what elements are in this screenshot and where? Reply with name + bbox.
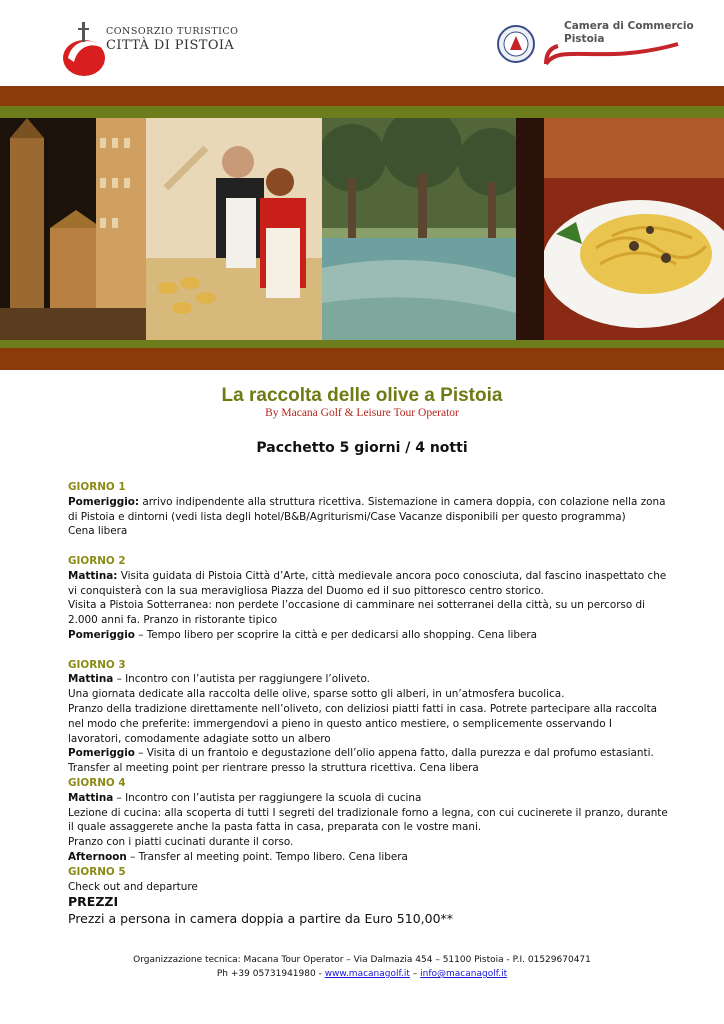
- day-3-morning-label: Mattina: [68, 673, 114, 686]
- page-header: [0, 0, 724, 85]
- day-3-lunch: Pranzo della tradizione direttamente nell’oliveto, con deliziosi piatti fatti in casa. Potrete partecipare alla raccolta nel modo che preferite: immergendovi a pieno in questo antico mestiere, o semplicemente osservando I lavoratori, comodamente adagiate sotto un albero: [68, 702, 658, 745]
- red-swirl-logo-icon: [62, 18, 106, 78]
- footer-phone: Ph +39 05731941980 -: [216, 969, 325, 979]
- prices-heading: PREZZI: [68, 894, 119, 910]
- day-2-morning-text: Visita guidata di Pistoia Città d’Arte, città medievale ancora poco conosciuta, dal fascino inaspettato che vi conquisterà con la sua meravigliosa Piazza del Duomo ed il suo pittoresco centro storico.: [68, 569, 667, 597]
- day-4-afternoon-label: Afternoon: [68, 850, 127, 863]
- day-3-afternoon: [68, 746, 668, 761]
- footer-organization: Organizzazione tecnica: Macana Tour Operator – Via Dalmazia 454 – 51100 Pistoia - P.I. 01529670471: [133, 955, 591, 965]
- page-subtitle: By Macana Golf & Leisure Tour Operator: [265, 407, 459, 419]
- day-1-dinner: Cena libera: [68, 525, 128, 538]
- top-green-band: [0, 106, 724, 118]
- day-4-morning-label: Mattina: [68, 791, 114, 804]
- day-1-afternoon: [68, 495, 668, 525]
- day-4-label: GIORNO 4: [68, 776, 126, 789]
- day-2-label: GIORNO 2: [68, 554, 126, 567]
- day-4-afternoon-text: – Transfer al meeting point. Tempo libero. Cena libera: [126, 850, 408, 863]
- day-4-afternoon: [68, 850, 668, 865]
- footer-separator: –: [409, 969, 421, 979]
- page-footer: [0, 953, 724, 981]
- photo-strip: [0, 118, 724, 340]
- camera-commercio-logo: [496, 16, 694, 72]
- footer-contacts: [0, 967, 724, 981]
- day-3-afternoon-label: Pomeriggio: [68, 747, 135, 760]
- day-4-morning-text: – Incontro con l’autista per raggiungere la scuola di cucina: [113, 791, 422, 804]
- day-1-label: GIORNO 1: [68, 481, 126, 493]
- red-swoosh-icon: [540, 34, 686, 70]
- day-5-label: GIORNO 5: [68, 865, 126, 878]
- day-1-afternoon-text: arrivo indipendente alla struttura ricettiva. Sistemazione in camera doppia, con colazione nella zona di Pistoia e dintorni (vedi lista degli hotel/B&B/Agriturismi/Case Vacanze disponibili per questo programma): [68, 495, 666, 523]
- logo-left-line1: CONSORZIO TURISTICO: [106, 26, 239, 37]
- day-4-lesson: Lezione di cucina: alla scoperta di tutti I segreti del tradizionale forno a legna, con cui cucinerete il pranzo, durante il quale assaggerete anche la pasta fatta in casa, preparata con le vostre mani.: [68, 806, 668, 834]
- page-title: La raccolta delle olive a Pistoia: [221, 385, 503, 406]
- day-4-lunch: Pranzo con i piatti cucinati durante il corso.: [68, 836, 294, 849]
- day-3-label: GIORNO 3: [68, 658, 126, 671]
- day-4-morning: [68, 791, 668, 806]
- chamber-seal-icon: [496, 24, 536, 64]
- prices-text: Prezzi a persona in camera doppia a partire da Euro 510,00**: [68, 911, 454, 927]
- day-2-morning-label: Mattina:: [68, 569, 118, 582]
- photo-olive-grove: [322, 118, 516, 340]
- day-2-afternoon-text: – Tempo libero per scoprire la città e per dedicarsi allo shopping. Cena libera: [134, 628, 538, 641]
- logo-left-line2: CITTÀ DI PISTOIA: [106, 38, 235, 53]
- bottom-brown-band: [0, 348, 724, 370]
- consorzio-logo: [62, 12, 239, 76]
- day-3-morning: [68, 672, 668, 687]
- bottom-green-band: [0, 340, 724, 348]
- itinerary: [68, 480, 668, 928]
- day-3-afternoon-text: – Visita di un frantoio e degustazione dell’olio appena fatto, dalla purezza e dal profumo estasianti.: [134, 747, 654, 760]
- photo-cathedral-night: [0, 118, 146, 340]
- package-heading: Pacchetto 5 giorni / 4 notti: [256, 440, 468, 456]
- day-2-afternoon-label: Pomeriggio: [68, 628, 135, 641]
- photo-pasta-dish: [516, 118, 724, 340]
- logo-right-line1: Camera di Commercio: [564, 20, 694, 32]
- day-5-checkout: Check out and departure: [68, 880, 198, 893]
- day-3-harvest: Una giornata dedicate alla raccolta delle olive, sparse sotto gli alberi, in un’atmosfera bucolica.: [68, 688, 565, 701]
- top-brown-band: [0, 86, 724, 106]
- day-1-afternoon-label: Pomeriggio:: [68, 495, 140, 508]
- day-2-afternoon: [68, 628, 668, 643]
- photo-cooking-class: [146, 118, 322, 340]
- logo-right-line2: Pistoia: [564, 33, 605, 45]
- email-link[interactable]: info@macanagolf.it: [420, 969, 508, 979]
- day-3-morning-text: – Incontro con l’autista per raggiungere l’oliveto.: [113, 673, 370, 686]
- day-2-underground: Visita a Pistoia Sotterranea: non perdete l’occasione di camminare nei sotterranei della città, su un percorso di 2.000 anni fa. Pranzo in ristorante tipico: [68, 599, 646, 627]
- website-link[interactable]: www.macanagolf.it: [324, 969, 410, 979]
- day-2-morning: [68, 569, 668, 599]
- day-3-transfer: Transfer al meeting point per rientrare presso la struttura ricettiva. Cena libera: [68, 762, 479, 775]
